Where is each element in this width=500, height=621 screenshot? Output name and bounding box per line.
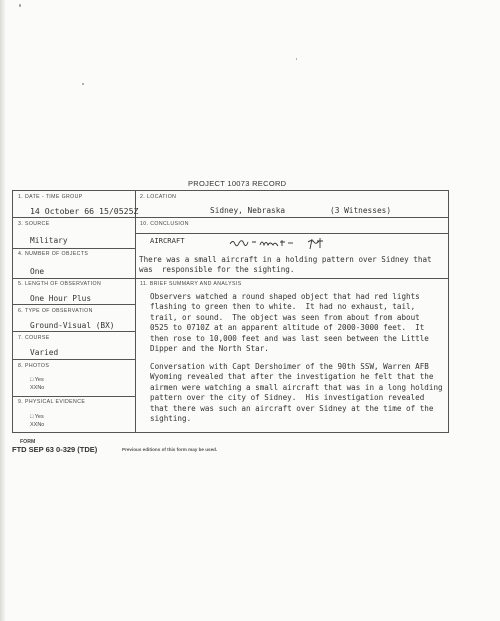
length-of-observation-label: 5. LENGTH OF OBSERVATION <box>18 281 102 287</box>
scan-speck <box>296 58 297 60</box>
summary-paragraph-1: Observers watched a round shaped object that had red lights flashing to green then to white. It had no exhaust, tail, trail, or sound. The object was seen from about from about 0525 to 0710Z at an apparent altitude of 2000-3000 feet. It then rose to 10,000 feet and was last seen between the Little Dipper and the North Star. <box>150 292 429 354</box>
conclusion-value: AIRCRAFT <box>150 236 185 245</box>
footer-form-id: FTD SEP 63 0-329 (TDE) <box>12 445 98 454</box>
conclusion-text: There was a small aircraft in a holding pattern over Sidney that was responsible for the sighting. <box>139 255 432 274</box>
length-of-observation-value: One Hour Plus <box>30 294 92 303</box>
source-label: 3. SOURCE <box>18 221 50 227</box>
number-of-objects-label: 4. NUMBER OF OBJECTS <box>18 251 89 257</box>
course-value: Varied <box>30 348 59 357</box>
date-time-value: 14 October 66 15/0525Z <box>30 206 139 216</box>
date-time-label: 1. DATE - TIME GROUP <box>18 194 83 200</box>
row-divider <box>13 331 135 332</box>
scan-speck <box>82 83 84 85</box>
scan-edge <box>0 0 6 621</box>
row-divider <box>13 304 135 305</box>
column-divider <box>135 191 136 432</box>
row-divider <box>13 359 135 360</box>
location-label: 2. LOCATION <box>140 194 177 200</box>
footer-form-label: FORM <box>20 439 36 445</box>
source-value: Military <box>30 236 68 245</box>
record-form <box>12 190 449 433</box>
location-value: Sidney, Nebraska <box>210 206 286 215</box>
row-divider <box>135 233 449 234</box>
type-of-observation-label: 6. TYPE OF OBSERVATION <box>18 308 93 314</box>
photos-yes-checkbox[interactable]: □ Yes <box>30 377 44 383</box>
photos-no-checkbox[interactable]: XXNo <box>30 385 45 391</box>
record-title: PROJECT 10073 RECORD <box>188 179 287 188</box>
summary-label: 11. BRIEF SUMMARY AND ANALYSIS <box>140 281 242 287</box>
summary-paragraph-2: Conversation with Capt Dershoimer of the 90th SSW, Warren AFB Wyoming revealed that after the investigation he felt that the airmen were watching a small aircraft that was in a long holding pattern over the city of Sidney. His investigation revealed that there was such an aircraft over Sidney at the time of the sighting. <box>150 362 443 424</box>
handwritten-annotation <box>228 236 368 250</box>
physical-evidence-label: 9. PHYSICAL EVIDENCE <box>18 399 86 405</box>
conclusion-label: 10. CONCLUSION <box>140 221 189 227</box>
footer-note: Previous editions of this form may be used. <box>122 447 218 452</box>
course-label: 7. COURSE <box>18 335 50 341</box>
witnesses-value: (3 Witnesses) <box>330 206 392 215</box>
photos-label: 8. PHOTOS <box>18 363 50 369</box>
row-divider <box>13 278 449 279</box>
scan-speck <box>19 4 21 7</box>
row-divider <box>13 396 135 397</box>
row-divider <box>13 248 135 249</box>
row-divider <box>13 217 449 218</box>
number-of-objects-value: One <box>30 267 45 276</box>
type-of-observation-value: Ground-Visual (BX) <box>30 321 115 330</box>
physical-evidence-no-checkbox[interactable]: XXNo <box>30 422 45 428</box>
physical-evidence-yes-checkbox[interactable]: □ Yes <box>30 414 44 420</box>
